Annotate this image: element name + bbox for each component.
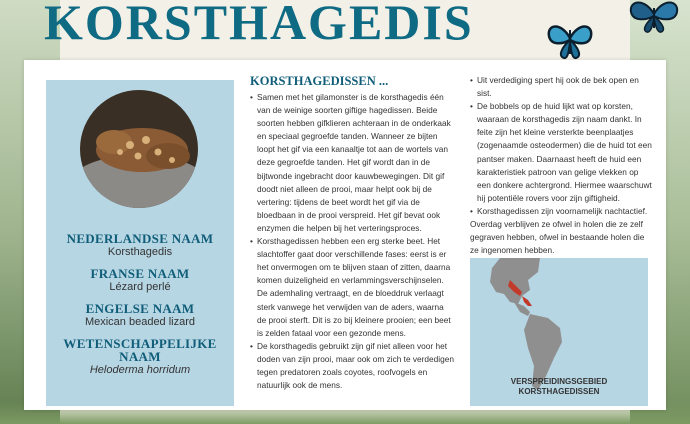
map-caption (470, 377, 648, 397)
dutch-name-block (46, 232, 234, 259)
article-column-2 (470, 74, 652, 257)
article-heading: KORSTHAGEDISSEN ... (250, 74, 389, 88)
french-name-heading: FRANSE NAAM (90, 266, 190, 281)
butterfly-icon (625, 0, 683, 34)
article-paragraph: • De korsthagedis gebruikt zijn gif niet alleen voor het doden van zijn prooi, maar ook om zich te verdedigen tegen predatoren zoals coyotes, roofvogels en natuurlijk ook de mens. (257, 340, 454, 392)
article-paragraph: • Uit verdediging spert hij ook de bek open en sist. (477, 74, 652, 100)
article-paragraph: Overdag verblijven ze ofwel in holen die ze zelf gegraven hebben, ofwel in bestaande holen die ze ingenomen hebben. (470, 219, 645, 256)
lizard-photo (80, 90, 198, 208)
article-column-1 (250, 74, 454, 392)
scientific-name-block (58, 337, 222, 377)
french-name-value: Lézard perlé (109, 281, 171, 293)
article-paragraph: • Korsthagedissen zijn voornamelijk nachtactief. (477, 205, 652, 218)
butterfly-icon (545, 20, 595, 60)
map-caption-line1: VERSPREIDINGSGEBIED (510, 377, 608, 386)
dutch-name-value: Korsthagedis (107, 246, 173, 258)
map-caption-line2: KORSTHAGEDISSEN (518, 387, 600, 396)
page-title: KORSTHAGEDIS (44, 0, 474, 50)
english-name-block (46, 302, 234, 329)
scientific-name-value: Heloderma horridum (89, 364, 191, 376)
article-paragraph: • Samen met het gilamonster is de korsthagedis één van de weinige soorten giftige hagedissen. Beide soorten hebben gifklieren achteraan in de onderkaak en speciaal gegroefde tanden. Wanneer ze bijten loopt het gif via een kanaaltje tot aan de wortels van deze gegroefde tanden. Het gif wordt dan in de bijtwonde ingebracht door kauwbewegingen. Dit gif doodt niet alleen de prooi, maar helpt ook bij de vertering: tijdens de beet wordt het gif via de bloedbaan in de prooi verspreid. Het gif bevat ook enzymen die helpen bij het verteringsproces. (257, 91, 454, 235)
scientific-name-heading: WETENSCHAPPELIJKE NAAM (63, 336, 217, 364)
dutch-name-heading: NEDERLANDSE NAAM (66, 231, 214, 246)
article-paragraph: • De bobbels op de huid lijkt wat op korsten, waaraan de korsthagedis zijn naam dankt. In feite zijn het kleine versterkte beenplaatjes (zogenaamde osteodermen) die de huid tot een pantser maken. Daarnaast heeft de huid een karakteristiek patroon van gelige vlekken op een donkere achtergrond. Hiermee waarschuwt hij potentiële rovers voor zijn giftigheid. (477, 100, 652, 205)
english-name-heading: ENGELSE NAAM (85, 301, 195, 316)
article-paragraph: • Korsthagedissen hebben een erg sterke beet. Het slachtoffer gaat door verschillende fases: eerst is er het onvermogen om te blijven staan of zitten, daarna komen duizeligheid en verlammingsverschijnselen. De ademhaling vertraagt, en de bloeddruk verlaagt sterk vanwege het verwijden van de aders, waarna de prooi sterft. Dit is zo bij kleinere prooien; een beet is zelden fataal voor een gezonde mens. (257, 235, 454, 340)
english-name-value: Mexican beaded lizard (84, 316, 196, 328)
french-name-block (46, 267, 234, 294)
